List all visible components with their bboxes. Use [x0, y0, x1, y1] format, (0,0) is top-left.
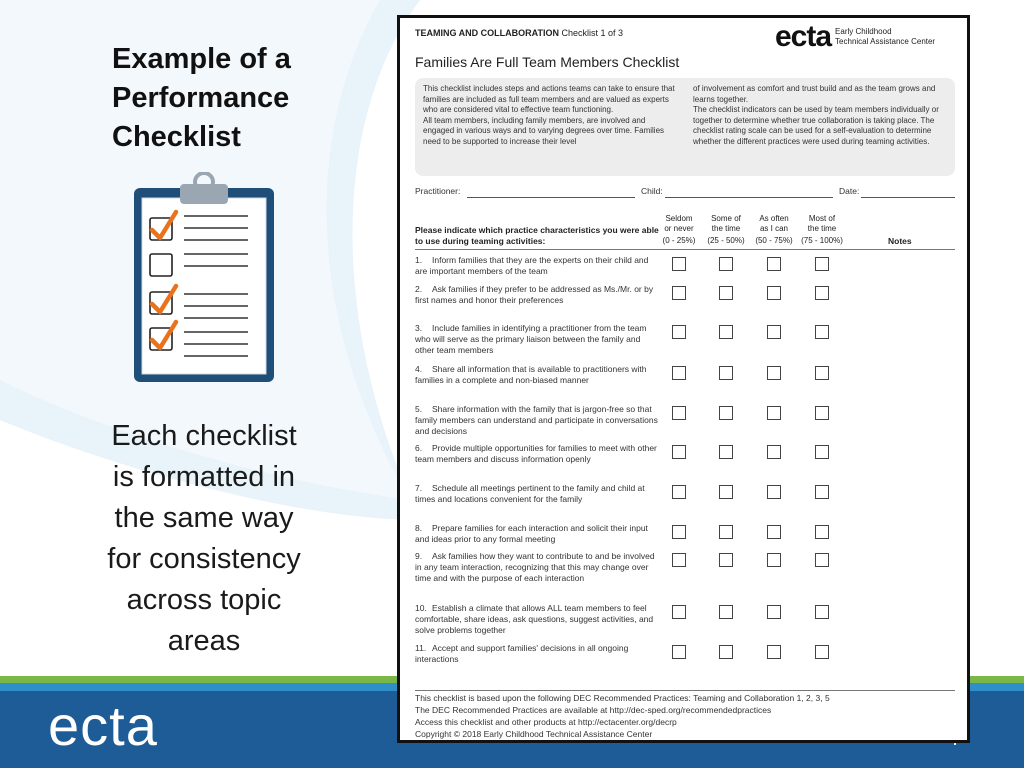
- rating-checkbox[interactable]: [815, 645, 829, 659]
- doc-footer-line: This checklist is based upon the following DEC Recommended Practices: Teaming and Collaboration 1, 2, 3, 5: [415, 693, 830, 703]
- item-text: Share information with the family that is jargon-free so that family members can understand and participate in conversations and decisions: [415, 404, 658, 436]
- body-line: the same way: [114, 502, 294, 534]
- clipboard-checklist-icon: [130, 172, 278, 384]
- practitioner-line: [467, 197, 635, 198]
- doc-footer-line: Copyright © 2018 Early Childhood Technical Assistance Center: [415, 729, 653, 739]
- doc-brand-sub1: Early Childhood: [835, 27, 892, 36]
- rating-checkbox[interactable]: [767, 257, 781, 271]
- rating-checkbox[interactable]: [672, 485, 686, 499]
- slide-title-line: Example of a: [112, 43, 291, 75]
- doc-header-rest: Checklist 1 of 3: [559, 28, 624, 38]
- item-text: Prepare families for each interaction and solicit their input and ideas prior to any formal meeting: [415, 523, 648, 544]
- doc-prompt: Please indicate which practice characteristics you were able to use during teaming activities:: [415, 225, 659, 246]
- rating-checkbox[interactable]: [672, 525, 686, 539]
- rating-checkbox[interactable]: [719, 525, 733, 539]
- col-head-l2: the time: [807, 224, 837, 233]
- rating-checkbox[interactable]: [719, 406, 733, 420]
- doc-intro-box: [415, 78, 955, 176]
- rating-checkbox[interactable]: [767, 485, 781, 499]
- item-text: Inform families that they are the experts on their child and are important members of the team: [415, 255, 649, 276]
- rating-checkbox[interactable]: [815, 553, 829, 567]
- item-text: Schedule all meetings pertinent to the family and child at times and locations convenient for the family: [415, 483, 645, 504]
- rating-checkbox[interactable]: [719, 325, 733, 339]
- doc-fill-fields: [415, 186, 955, 200]
- rating-checkbox[interactable]: [719, 553, 733, 567]
- date-line: [861, 197, 955, 198]
- practitioner-label: Practitioner:: [415, 186, 461, 196]
- body-line: Each checklist: [111, 420, 297, 452]
- col-head-l2: as I can: [759, 224, 788, 233]
- body-line: for consistency: [107, 543, 301, 575]
- col-head-l1: Seldom: [665, 214, 693, 223]
- rating-checkbox[interactable]: [815, 525, 829, 539]
- col-range: (50 - 75%): [755, 236, 793, 245]
- doc-footer-line: The DEC Recommended Practices are available at http://dec-sped.org/recommendedpractices: [415, 705, 772, 715]
- rating-checkbox[interactable]: [672, 445, 686, 459]
- item-num: 10.: [415, 603, 427, 613]
- rating-checkbox[interactable]: [672, 257, 686, 271]
- rating-checkbox[interactable]: [672, 605, 686, 619]
- rating-checkbox[interactable]: [815, 445, 829, 459]
- col-head-seldom: [653, 214, 705, 234]
- header-rule: [415, 249, 955, 250]
- rating-checkbox[interactable]: [672, 553, 686, 567]
- intro-left-p2: All team members, including family members, are involved and engaged in various ways and to varying degrees over time. Families need to be supported to increase their level: [423, 115, 665, 146]
- rating-checkbox[interactable]: [719, 445, 733, 459]
- doc-header-bold: TEAMING AND COLLABORATION: [415, 28, 559, 38]
- child-label: Child:: [641, 186, 663, 196]
- item-text: Establish a climate that allows ALL team members to feel comfortable, share ideas, ask questions, suggest activities, and solve problems together: [415, 603, 654, 635]
- rating-checkbox[interactable]: [767, 325, 781, 339]
- col-range: (25 - 50%): [707, 236, 745, 245]
- body-line: is formatted in: [112, 461, 296, 493]
- rating-checkbox[interactable]: [815, 485, 829, 499]
- rating-checkbox[interactable]: [672, 406, 686, 420]
- doc-header: [415, 28, 623, 38]
- rating-checkbox[interactable]: [815, 605, 829, 619]
- rating-checkbox[interactable]: [672, 366, 686, 380]
- rating-checkbox[interactable]: [719, 645, 733, 659]
- rating-checkbox[interactable]: [719, 605, 733, 619]
- rating-checkbox[interactable]: [815, 286, 829, 300]
- child-line: [665, 197, 833, 198]
- col-range: (0 - 25%): [662, 236, 696, 245]
- item-num: 11.: [415, 643, 427, 653]
- item-text: Provide multiple opportunities for families to meet with other team members and discuss information openly: [415, 443, 657, 464]
- col-head-most: [796, 214, 848, 234]
- item-num: 9.: [415, 551, 423, 561]
- intro-right-p1: of involvement as comfort and trust build and as the team grows and learns together.: [693, 84, 936, 104]
- rating-checkbox[interactable]: [672, 286, 686, 300]
- slide-title: [112, 40, 352, 157]
- item-num: 1.: [415, 255, 423, 265]
- col-head-l2: or never: [664, 224, 694, 233]
- item-num: 5.: [415, 404, 423, 414]
- rating-checkbox[interactable]: [719, 485, 733, 499]
- doc-title: Families Are Full Team Members Checklist: [415, 54, 680, 70]
- body-line: areas: [167, 625, 241, 657]
- item-num: 6.: [415, 443, 423, 453]
- doc-intro-left: [423, 84, 677, 170]
- rating-checkbox[interactable]: [672, 645, 686, 659]
- rating-checkbox[interactable]: [767, 525, 781, 539]
- rating-checkbox[interactable]: [767, 366, 781, 380]
- item-num: 4.: [415, 364, 423, 374]
- col-head-l1: Some of: [711, 214, 741, 223]
- doc-brand-subtitle: [835, 27, 935, 47]
- doc-intro-right: [693, 84, 947, 170]
- rating-checkbox[interactable]: [815, 257, 829, 271]
- rating-checkbox[interactable]: [767, 605, 781, 619]
- rating-checkbox[interactable]: [767, 553, 781, 567]
- rating-checkbox[interactable]: [672, 325, 686, 339]
- footer-ecta-logo: ecta: [48, 694, 158, 757]
- item-text: Ask families if they prefer to be addressed as Ms./Mr. or by first names and honor their preferences: [415, 284, 654, 305]
- rating-checkbox[interactable]: [767, 645, 781, 659]
- doc-brand-sub2: Technical Assistance Center: [835, 37, 936, 46]
- item-num: 2.: [415, 284, 423, 294]
- col-head-some: [700, 214, 752, 234]
- doc-footer-line: Access this checklist and other products at http://ectacenter.org/decrp: [415, 717, 677, 727]
- col-head-l1: As often: [759, 214, 789, 223]
- item-text: Share all information that is available to practitioners with families in a complete and non-biased manner: [415, 364, 647, 385]
- item-text: Accept and support families' decisions in all ongoing interactions: [415, 643, 629, 664]
- item-num: 8.: [415, 523, 423, 533]
- slide-body-text: [76, 416, 332, 662]
- item-text: Include families in identifying a practitioner from the team who will serve as the primary liaison between the family and other team members: [415, 323, 647, 355]
- doc-ecta-brand: [775, 20, 935, 54]
- rating-checkbox[interactable]: [719, 286, 733, 300]
- intro-left-p1: This checklist includes steps and actions teams can take to ensure that families are included as full team members and are valued as experts who are considered vital to effective team functioning.: [423, 84, 675, 115]
- rating-checkbox[interactable]: [719, 366, 733, 380]
- item-num: 3.: [415, 323, 423, 333]
- rating-checkbox[interactable]: [767, 286, 781, 300]
- rating-checkbox[interactable]: [815, 406, 829, 420]
- doc-footer-notes: [415, 692, 955, 740]
- col-head-l2: the time: [711, 224, 741, 233]
- item-num: 7.: [415, 483, 423, 493]
- date-label: Date:: [839, 186, 860, 196]
- rating-checkbox[interactable]: [815, 325, 829, 339]
- body-line: across topic: [126, 584, 282, 616]
- rating-checkbox[interactable]: [815, 366, 829, 380]
- checklist-document-image: [397, 15, 970, 743]
- rating-checkbox[interactable]: [719, 257, 733, 271]
- rating-checkbox[interactable]: [767, 445, 781, 459]
- rating-checkbox[interactable]: [767, 406, 781, 420]
- slide-title-line: Checklist: [112, 121, 241, 153]
- intro-right-p2: The checklist indicators can be used by team members individually or together to determine whether true collaboration is taking place. The checklist rating scale can be used for a self-evaluation to determine whether the different practices were used during teaming activities.: [693, 105, 939, 146]
- item-text: Ask families how they want to contribute to and be involved in any team interaction, recognizing that this may change over time and with the purpose of each interaction: [415, 551, 655, 583]
- col-head-l1: Most of: [808, 214, 836, 223]
- doc-footer-rule: [415, 690, 955, 691]
- col-notes: Notes: [888, 236, 912, 246]
- col-head-often: [748, 214, 800, 234]
- col-range: (75 - 100%): [801, 236, 843, 245]
- doc-brand-word: ecta: [775, 20, 832, 53]
- slide-title-line: Performance: [112, 82, 290, 114]
